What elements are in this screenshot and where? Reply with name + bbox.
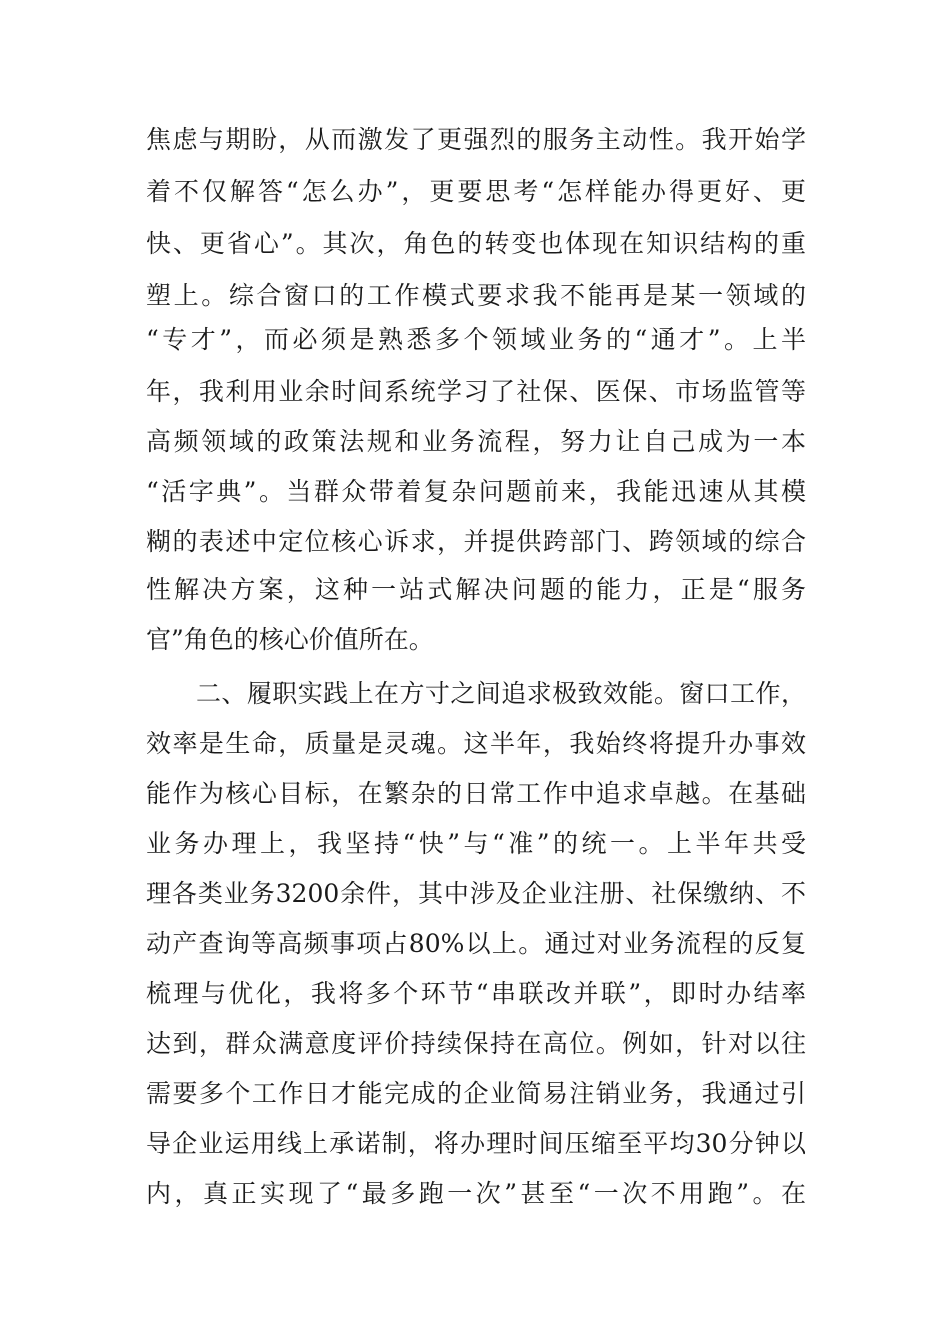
text-line: 效率是生命，质量是灵魂。这半年，我始终将提升办事效 xyxy=(146,729,806,758)
text-line: “专才”，而必须是熟悉多个领域业务的“通才”。上半 xyxy=(146,325,806,354)
text-line: 业务办理上，我坚持“快”与“准”的统一。上半年共受 xyxy=(146,829,806,858)
text-line: 糊的表述中定位核心诉求，并提供跨部门、跨领域的综合 xyxy=(146,527,806,556)
text-line: 性解决方案，这种一站式解决问题的能力，正是“服务 xyxy=(146,575,806,604)
text-line: 内，真正实现了“最多跑一次”甚至“一次不用跑”。在 xyxy=(146,1179,806,1208)
text-line: 理各类业务3200余件，其中涉及企业注册、社保缴纳、不 xyxy=(146,879,806,908)
text-line: 导企业运用线上承诺制，将办理时间压缩至平均30分钟以 xyxy=(146,1129,806,1158)
text-line: 官”角色的核心价值所在。 xyxy=(146,625,434,654)
text-line: 梳理与优化，我将多个环节“串联改并联”，即时办结率 xyxy=(146,979,806,1008)
text-line: 能作为核心目标，在繁杂的日常工作中追求卓越。在基础 xyxy=(146,779,806,808)
text-line: 高频领域的政策法规和业务流程，努力让自己成为一本 xyxy=(146,427,806,456)
text-line: 快、更省心”。其次，角色的转变也体现在知识结构的重 xyxy=(146,229,806,258)
text-line: 塑上。综合窗口的工作模式要求我不能再是某一领域的 xyxy=(146,281,806,310)
text-line: 焦虑与期盼，从而激发了更强烈的服务主动性。我开始学 xyxy=(146,125,806,154)
text-line: 动产查询等高频事项占80%以上。通过对业务流程的反复 xyxy=(146,929,806,958)
text-line: 年，我利用业余时间系统学习了社保、医保、市场监管等 xyxy=(146,377,806,406)
paragraph-heading: 二、履职实践上在方寸之间追求极致效能。窗口工作， xyxy=(196,679,806,708)
text-line: 着不仅解答“怎么办”，更要思考“怎样能办得更好、更 xyxy=(146,177,806,206)
text-line: 达到，群众满意度评价持续保持在高位。例如，针对以往 xyxy=(146,1029,806,1058)
text-line: “活字典”。当群众带着复杂问题前来，我能迅速从其模 xyxy=(146,477,806,506)
text-line: 需要多个工作日才能完成的企业简易注销业务，我通过引 xyxy=(146,1079,806,1108)
